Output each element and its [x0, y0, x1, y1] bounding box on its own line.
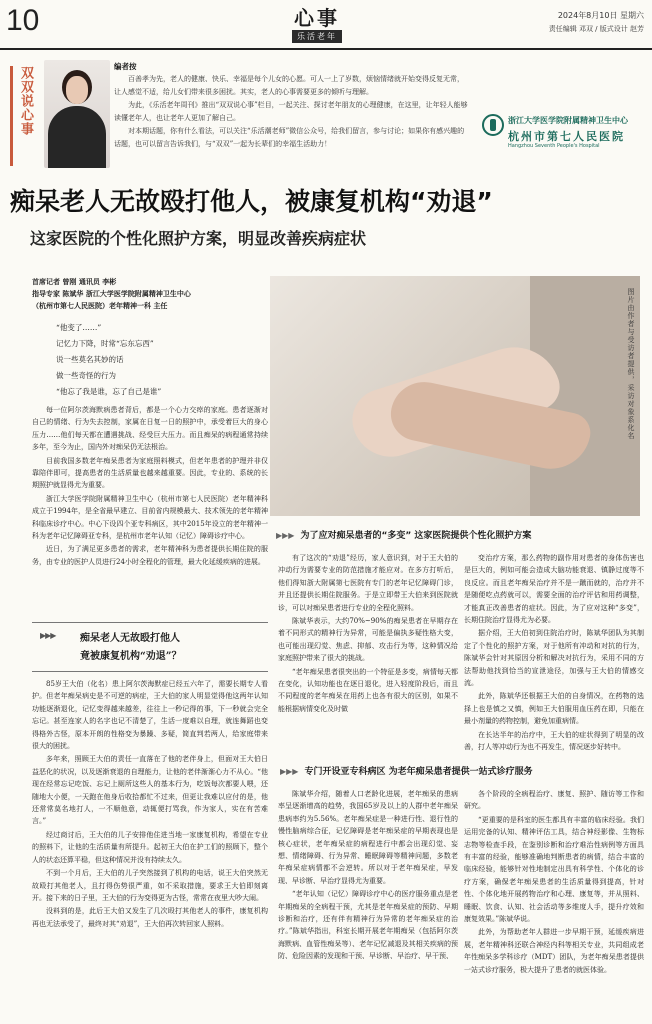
hospital-logo: [482, 110, 648, 154]
section-subtitle: 乐活老年: [292, 30, 342, 43]
page-header: [0, 0, 652, 50]
arrow-icon: ▶▶▶: [276, 531, 295, 540]
arrow-icon: ▶▶▶: [280, 767, 299, 776]
editor-credits: 责任编辑 邓双 / 版式设计 赵芳: [548, 25, 644, 33]
page-number: 10: [6, 4, 40, 37]
editor-note: [114, 60, 468, 151]
editor-note-paragraph: 百善孝为先，老人的健康、快乐、幸福是每个儿女的心愿。可人一上了岁数，烦恼情绪就开始变得反复无常，让人感觉不适，给儿女们带来很多困扰。其实，老人的心事需要更多的倾听与理解。: [114, 75, 464, 96]
byline: 首席记者 曾刚 通讯员 李彬 指导专家 陈斌华 浙江大学医学院附属精神卫生中心 （杭州市第七人民医院）老年精神一科 主任: [32, 278, 191, 310]
intro-verse: “他变了……” 记忆力下降，时常“忘东忘西” 说一些莫名其妙的话 做一些奇怪的行为 “他忘了我是谁，忘了自己是谁”: [56, 323, 162, 396]
arrow-icon: ▶▶▶: [40, 631, 56, 640]
body-column: 各个阶段的全病程治疗、康复、照护、随访等工作和研究。 “更重要的是科室的医生都具有丰富的临床经验。我们运用完备的认知、精神评估工具，结合神经影像、生物标志物等检查手段，在鉴别诊断和治疗难治性病例等方面具有丰富的经验，能够准确地判断患者的病情，结合丰富的临床经验，能够针对性地制定出具有科学性、个体化的诊疗方案，确保老年痴呆患者的生活质量得到提高，针对性、个体化地开展药物治疗和心理、康复等，并从照料、睡眠、饮食、认知、社会活动等多维度人手，提升疗效和康复效果。”陈斌华说。 此外，为帮助老年人群进一步早期干预，延缓疾病进展，老年精神科还联合神经内科等相关专业，共同组成老年性痴呆多学科诊疗（MDT）团队，为老年痴呆患者提供一站式诊疗服务，极大提升了患者的就医体验。: [464, 790, 644, 974]
hospital-emblem-icon: [482, 114, 504, 136]
issue-date: 2024年8月10日 星期六: [557, 11, 644, 20]
column-tag: 双双说心事: [10, 66, 34, 166]
body-column: 每一位阿尔茨海默病患者背后，都是一个心力交瘁的家庭。患者逐渐对自己的情绪、行为失去控制，家属在日复一日的照护中，承受着巨大的身心压力……他们每天都在遭遇挑战、经受巨大压力。而且痴呆的病程通常持续多年，至今为止，国内外对痴呆仍无法根治。 目前我国多数老年痴呆患者为家庭照料模式，但老年患者的护理并非仅靠陪伴即可，提高患者的生活质量也越来越重要。因此，专业的、系统的长期照护就显得尤为重要。 浙江大学医学院附属精神卫生中心（杭州市第七人民医院）老年精神科成立于1994年，是全省最早建立、目前省内规模最大、技术领先的老年精神科临床诊疗中心。中心下设四个亚专科病区，其中2015年设立的老年精神一科为老年记忆障碍亚专科，是杭州市老年认知（记忆）障碍诊疗中心。 近日，为了满足更多患者的需求，老年精神科为患者提供长期住院的服务，由专业的医护人员进行24小时全程化的管理，最大化延缓疾病的进展。: [32, 406, 268, 566]
section-name: 心事: [294, 6, 340, 30]
column-intro: [0, 56, 652, 174]
article-subhead: 这家医院的个性化照护方案，明显改善疾病症状: [30, 229, 367, 248]
article-headline: 痴呆老人无故殴打他人，被康复机构“劝退”: [10, 187, 493, 216]
article-photo: [270, 276, 640, 516]
editor-note-paragraph: 为此，《乐活老年周刊》推出“双双说心事”栏目，一起关注、探讨老年朋友的心理健康，在这里，让年轻人能够读懂老年人，也让老年人更加了解自己。: [114, 101, 468, 122]
subsection-title-line: 竟被康复机构“劝退”？: [80, 651, 182, 662]
editor-note-paragraph: 对本期话题，你有什么看法，可以关注“乐活潮老师”微信公众号，给我们留言，参与讨论；如果你有感兴趣的话题，也可以留言告诉我们，与“双双”一起为长辈们的幸福生活助力！: [114, 127, 465, 148]
subsection-title-line: 痴呆老人无故殴打他人: [80, 633, 180, 644]
hospital-name-2: 杭州市第七人民医院: [508, 130, 625, 143]
body-column: 陈斌华介绍，随着人口老龄化进展，老年痴呆的患病率呈逐渐增高的趋势，我国65岁及以上的人群中老年痴呆患病率约为5.56%。老年痴呆症是一种进行性、退行性的慢性脑病综合征，记忆障碍是老年痴呆症的早期表现也是核心症状，老年痴呆症的病程进行中都会出现幻觉、妄想、情绪障碍、行为异常、睡眠障碍等精神问题，多数老年痴呆症病情都不会逆转。所以对于老年痴呆症，早发现、早诊断、早治疗显得尤为重要。 “老年认知（记忆）障碍诊疗中心的医疗服务重点是老年期痴呆的全病程干预，尤其是老年痴呆症的预防、早期诊断和治疗，还有伴有精神行为异常的老年痴呆症的治疗。”陈斌华指出，科室长期开展老年期痴呆（包括阿尔茨海默病、血管性痴呆等）、老年记忆减退及其相关疾病的预防、危险因素的发现和干预、早诊断、早治疗、早干预、: [278, 790, 458, 961]
body-column: 有了这次的“劝退”经历，家人意识到，对于王大伯的冲动行为需要专业的防范措施才能应对。在多方打听后，他们得知浙大附属第七医院有专门的老年记忆障碍门诊，并且还提供长期住院服务。于是立即带王大伯来到医院就诊，可以对痴呆患者进行专业的全程化照料。 陈斌华表示，大约70%~90%的痴呆患者在早期存在着不同形式的精神行为异常，可能是偏执多疑性格大变，也可能出现幻觉、焦虑、抑郁、攻击行为等，这种情况给家庭照护带来了很大的挑战。 “老年痴呆患者很突出的一个特征是多变，病情每天都在变化，认知功能也在逐日退化，进入轻度阶段后，而且不同程度的老年痴呆在用药上也各有很大的区别，如果不能根据病情变化及时做: [278, 554, 458, 713]
body-column: 变治疗方案，那么药物的副作用对患者的身体伤害也是巨大的，例如可能会造成大脑功能衰退、镇静过度等不良反应。而且老年痴呆治疗并不是一蹴而就的，治疗并不是随便吃点药就可以，需要全面的治疗评估和用药调整，才能真正改善患者的症状。因此，为了应对这种“多变”，长期住院治疗显得尤为必要。 据介绍，王大伯初到住院治疗时，陈斌华团队为其制定了个性化的照护方案，对于他所有冲动和对抗的行为，陈斌华会针对其原因分析和解决对抗行为，采用不同的方法帮助他找到恰当的宣泄途径，加强与王大伯的情感交流。 此外，陈斌华还根据王大伯的自身情况，在药物的选择上也是慎之又慎，例如王大伯服用血压药在即，只能在最小剂量的药物控制，避免加重病情。 在长达半年的治疗中，王大伯的症状得到了明显的改善，打人等冲动行为也不再发生，情况逐步好转中。: [464, 554, 644, 752]
subsection-title-box: [32, 622, 268, 672]
section-heading: ▶▶▶ 为了应对痴呆患者的“多变” 这家医院提供个性化照护方案: [276, 531, 532, 541]
hospital-name-en: Hangzhou Seventh People's Hospital: [508, 143, 600, 149]
section-heading: ▶▶▶ 专门开设亚专科病区 为老年痴呆患者提供一站式诊疗服务: [280, 767, 533, 777]
photo-caption: 图片由作者与受访者提供，采访对象系化名: [627, 288, 635, 440]
host-portrait: [44, 60, 110, 168]
hospital-name-1: 浙江大学医学院附属精神卫生中心: [508, 116, 628, 125]
body-column: 85岁王大伯（化名）患上阿尔茨海默症已经五六年了，需要长期专人看护。但老年痴呆病史是不可逆的病症，王大伯的家人明显觉得他这两年认知功能逐渐退化，记忆变得越来越差，往往上一秒记得的事，下一秒就会完全忘记。甚至连家人的名字也记不清楚了，生活一度难以自理，就连舞蹈也变得格外古怪，原本开朗的性格变为暴躁、多疑，简直判若两人，给家庭带来很大的困扰。 多年来，照顾王大伯的责任一直落在了他的老伴身上，但面对王大伯日益恶化的状况，以及逐渐衰退的自理能力，让他的老伴渐渐心力不从心。“他现在经常忘记吃饭、忘记上厕所这些人的基本行为，吃饭每次都要人喂，还随地大小便，一天跑在他身后收拾都忙不过来，但更让我难以应付的是，他还常常莫名地打人，一不顺他意，动辄便打骂我，作为家人，实在有苦难言。” 经过商讨后，王大伯的儿子安排他住进当地一家康复机构，希望在专业的照料下，让他的生活质量有所提升。起初王大伯在护工们的照顾下，整个人的状态还算平稳，但这种情况并没有持续太久。 不到一个月后，王大伯的儿子突然接到了机构的电话，说王大伯突然无故殴打其他老人，且打得伤势很严重，如不采取措施，要求王大伯即刻离开。接下来的日子里，王大伯的行为变得更为古怪，常常在夜里大吵大闹。 没料到的是，此后王大伯又发生了几次殴打其他老人的事件，康复机构再也无法承受了，最终对其“劝退”，王大伯再次转回家人照料。: [32, 680, 268, 928]
editor-note-label: 编者按: [114, 62, 137, 71]
